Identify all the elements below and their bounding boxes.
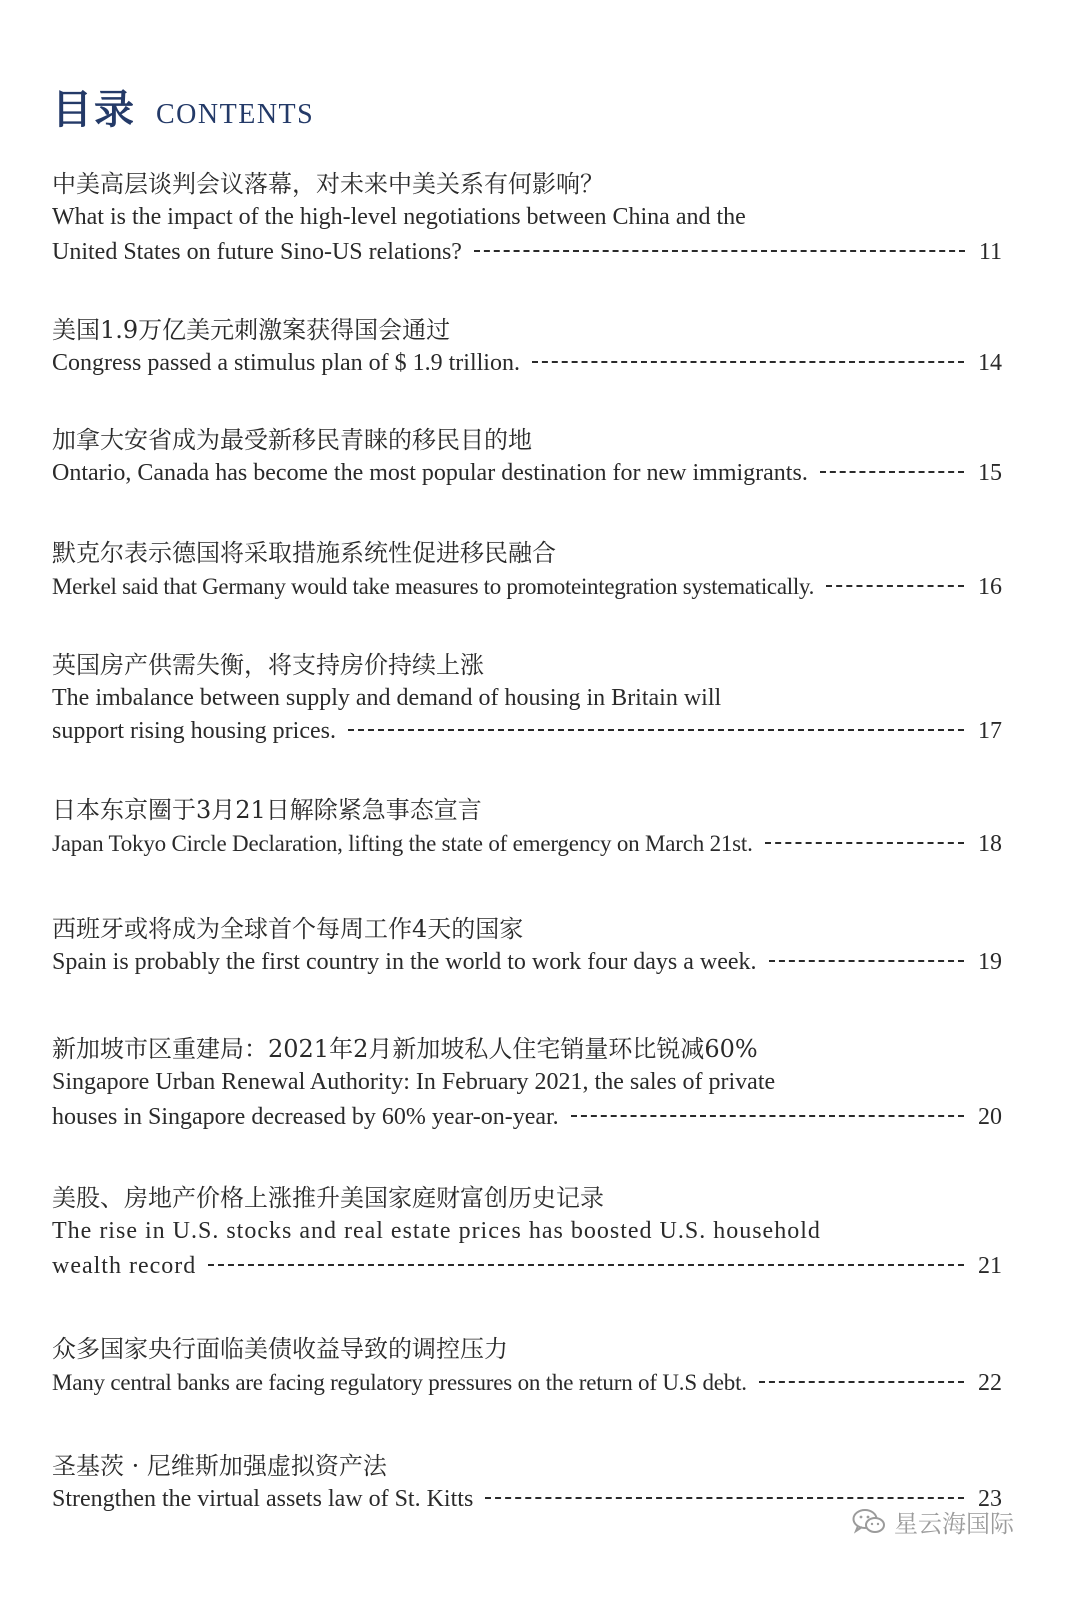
entry-title-en-line1: What is the impact of the high-level negotiations between China and the (52, 204, 746, 230)
toc-entry[interactable] (52, 1182, 1002, 1284)
toc-heading (52, 78, 314, 135)
page-number[interactable]: 23 (978, 1486, 1002, 1512)
toc-entry[interactable] (52, 794, 1002, 862)
entry-title-en-line2: United States on future Sino-US relations? (52, 239, 462, 265)
entry-title-zh: 中美高层谈判会议落幕，对未来中美关系有何影响？ (52, 170, 604, 198)
dotted-leader (759, 1381, 964, 1383)
page-number[interactable]: 11 (978, 239, 1002, 265)
entry-title-en-line1: Singapore Urban Renewal Authority: In February 2021, the sales of private (52, 1069, 776, 1095)
page-number[interactable]: 20 (978, 1104, 1002, 1130)
page-number[interactable]: 18 (978, 831, 1002, 857)
toc-entry[interactable] (52, 913, 1002, 980)
entry-title-zh: 新加坡市区重建局：2021年2月新加坡私人住宅销量环比锐减60% (52, 1035, 758, 1063)
entry-title-en: Merkel said that Germany would take measures to promoteintegration systematically. (52, 574, 815, 599)
entry-title-en-line1: The imbalance between supply and demand of housing in Britain will (52, 685, 722, 711)
entry-title-en: Spain is probably the first country in the world to work four days a week. (52, 949, 757, 975)
toc-entry[interactable] (52, 1033, 1002, 1135)
entry-title-zh: 西班牙或将成为全球首个每周工作4天的国家 (52, 915, 524, 943)
entry-title-en: Strengthen the virtual assets law of St. Kitts (52, 1486, 474, 1512)
entry-title-zh: 圣基茨 · 尼维斯加强虚拟资产法 (52, 1452, 387, 1480)
entry-title-en: Ontario, Canada has become the most popular destination for new immigrants. (52, 460, 808, 486)
dotted-leader (474, 250, 965, 252)
heading-chinese: 目录 (52, 86, 136, 133)
entry-title-en: Japan Tokyo Circle Declaration, lifting the state of emergency on March 21st. (52, 831, 753, 856)
toc-entry[interactable] (52, 424, 1002, 491)
entry-title-zh: 美国1.9万亿美元刺激案获得国会通过 (52, 316, 451, 344)
toc-entry[interactable] (52, 537, 1002, 605)
page-number[interactable]: 16 (978, 574, 1002, 600)
page-number[interactable]: 15 (978, 460, 1002, 486)
heading-english: CONTENTS (156, 99, 315, 130)
toc-entry[interactable] (52, 1333, 1002, 1401)
entry-title-zh: 美股、房地产价格上涨推升美国家庭财富创历史记录 (52, 1184, 604, 1212)
page-number[interactable]: 17 (978, 718, 1002, 744)
entry-title-zh: 默克尔表示德国将采取措施系统性促进移民融合 (52, 539, 556, 567)
entry-title-en-line1: The rise in U.S. stocks and real estate prices has boosted U.S. household (52, 1218, 821, 1244)
dotted-leader (765, 842, 964, 844)
entry-title-zh: 加拿大安省成为最受新移民青睐的移民目的地 (52, 426, 532, 454)
toc-entry[interactable] (52, 314, 1002, 381)
entry-title-zh: 英国房产供需失衡，将支持房价持续上涨 (52, 651, 484, 679)
entry-title-en: Many central banks are facing regulatory pressures on the return of U.S debt. (52, 1370, 747, 1395)
dotted-leader (826, 585, 964, 587)
dotted-leader (348, 729, 964, 731)
toc-entry[interactable] (52, 168, 1002, 270)
entry-title-zh: 日本东京圈于3月21日解除紧急事态宣言 (52, 796, 482, 824)
wechat-icon (852, 1508, 886, 1536)
entry-title-en-line2: wealth record (52, 1253, 197, 1279)
toc-entry[interactable] (52, 649, 1002, 746)
entry-title-en-line2: houses in Singapore decreased by 60% year-on-year. (52, 1104, 559, 1130)
page-number[interactable]: 21 (978, 1253, 1002, 1279)
entry-title-en: Congress passed a stimulus plan of $ 1.9 trillion. (52, 350, 520, 376)
dotted-leader (571, 1115, 964, 1117)
entry-title-en-line2: support rising housing prices. (52, 718, 336, 744)
dotted-leader (485, 1497, 964, 1499)
dotted-leader (769, 960, 964, 962)
page-number[interactable]: 19 (978, 949, 1002, 975)
watermark-text: 星云海国际 (894, 1510, 1014, 1538)
dotted-leader (532, 361, 964, 363)
entry-title-zh: 众多国家央行面临美债收益导致的调控压力 (52, 1335, 508, 1363)
page-number[interactable]: 22 (978, 1370, 1002, 1396)
dotted-leader (208, 1264, 964, 1266)
dotted-leader (820, 471, 964, 473)
page-number[interactable]: 14 (978, 350, 1002, 376)
watermark (852, 1504, 1014, 1539)
